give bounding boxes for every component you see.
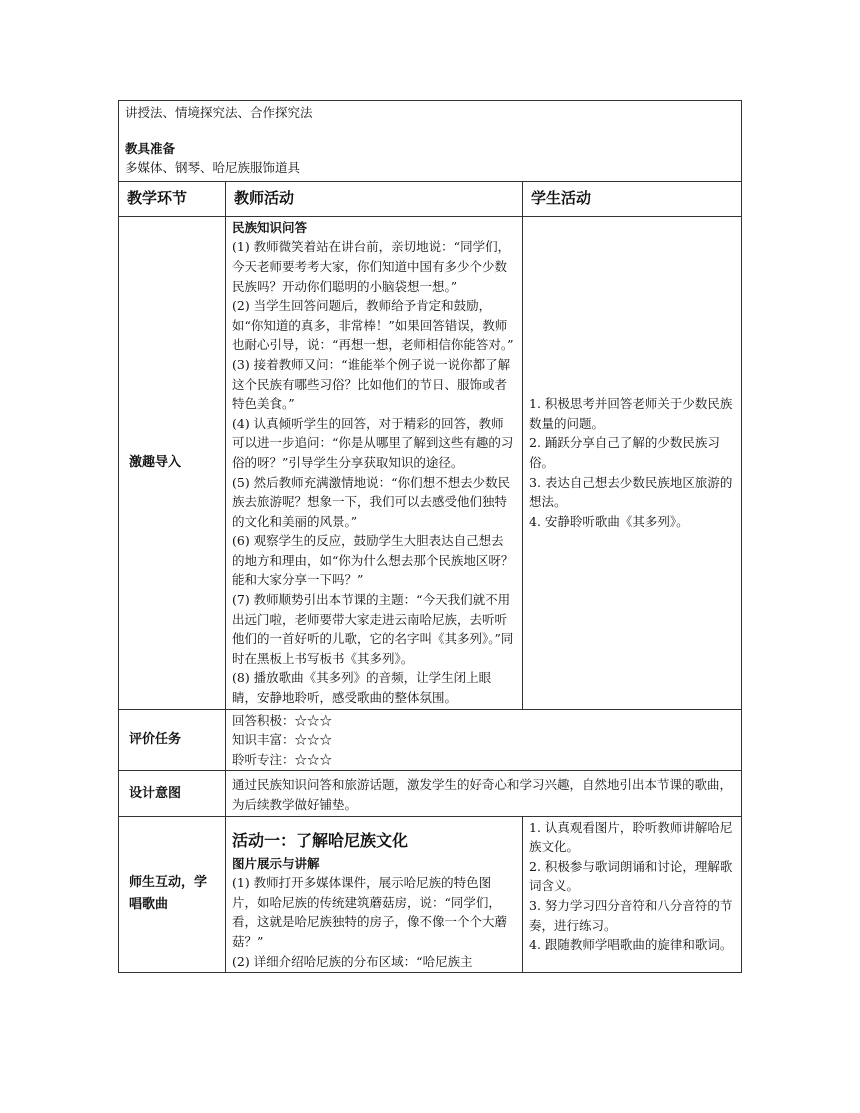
- tools-heading: 教具准备: [125, 140, 176, 156]
- intro-student-item: 3. 表达自己想去少数民族地区旅游的想法。: [529, 474, 733, 510]
- design-text: 通过民族知识问答和旅游话题，激发学生的好奇心和学习兴趣，自然地引出本节课的歌曲，为后续教学做好铺垫。: [232, 777, 733, 812]
- intro-step: (4) 认真倾听学生的回答，对于精彩的回答，教师可以进一步追问：“你是从哪里了解到这些有趣的习俗的呀？”引导学生分享获取知识的途径。: [232, 415, 514, 470]
- intro-student-cell: [523, 216, 742, 709]
- interact-teacher-cell: [226, 816, 523, 973]
- header-row: [119, 181, 742, 216]
- interact-step: (2) 详细介绍哈尼族的分布区域：“哈尼族主: [232, 953, 473, 969]
- header-stage: 教学环节: [119, 181, 226, 216]
- intro-step: (7) 教师顺势引出本节课的主题：“今天我们就不用出远门啦，老师要带大家走进云南哈尼族，去听听他们的一首好听的儿歌，它的名字叫《其多列》。”同时在黑板上书写板书《其多列》。: [232, 592, 514, 666]
- prep-row: [119, 101, 742, 182]
- eval-cell: [226, 709, 742, 771]
- interact-row: [119, 816, 742, 973]
- stage-eval: 评价任务: [119, 709, 226, 771]
- interact-student-item: 3. 努力学习四分音符和八分音符的节奏，进行练习。: [529, 897, 733, 933]
- interact-student-item: 2. 积极参与歌词朗诵和讨论，理解歌词含义。: [529, 858, 733, 894]
- activity-subtitle: 图片展示与讲解: [232, 855, 320, 871]
- intro-step: (5) 然后教师充满激情地说：“你们想不想去少数民族去旅游呢？想象一下，我们可以去感受他们独特的文化和美丽的风景。”: [232, 474, 511, 529]
- teaching-methods: 讲授法、情境探究法、合作探究法: [125, 105, 313, 120]
- design-cell: [226, 771, 742, 816]
- interact-step: (1) 教师打开多媒体课件，展示哈尼族的特色图片，如哈尼族的传统建筑蘑菇房，说：“同学们，看，这就是哈尼族独特的房子，像不像一个个大蘑菇？”: [232, 875, 508, 949]
- tools-list: 多媒体、钢琴、哈尼族服饰道具: [125, 160, 301, 176]
- lesson-table: [118, 100, 742, 973]
- interact-student-item: 1. 认真观看图片，聆听教师讲解哈尼族文化。: [529, 819, 733, 855]
- intro-student-item: 4. 安静聆听歌曲《其多列》。: [529, 513, 689, 529]
- intro-row: [119, 216, 742, 709]
- eval-row: [119, 709, 742, 771]
- intro-step: (3) 接着教师又问：“谁能举个例子说一说你都了解这个民族有哪些习俗？比如他们的节日、服饰或者特色美食。”: [232, 356, 511, 412]
- lesson-plan: [118, 100, 741, 973]
- stage-interact: 师生互动，学唱歌曲: [119, 816, 226, 973]
- intro-student-item: 1. 积极思考并回答老师关于少数民族数量的问题。: [529, 396, 733, 431]
- stage-design: 设计意图: [119, 771, 226, 816]
- eval-line: 聆听专注：☆☆☆: [232, 751, 333, 767]
- intro-step: (1) 教师微笑着站在讲台前，亲切地说：“同学们，今天老师要考考大家，你们知道中国有多少个少数民族吗？开动你们聪明的小脑袋想一想。”: [232, 239, 511, 294]
- eval-line: 知识丰富：☆☆☆: [232, 732, 333, 748]
- intro-step: (8) 播放歌曲《其多列》的音频，让学生闭上眼睛，安静地聆听，感受歌曲的整体氛围。: [232, 670, 492, 706]
- header-teacher: 教师活动: [226, 181, 523, 216]
- eval-line: 回答积极：☆☆☆: [232, 712, 333, 728]
- intro-title: 民族知识问答: [232, 219, 308, 235]
- intro-teacher-cell: [226, 216, 523, 709]
- interact-student-cell: [523, 816, 742, 973]
- intro-student-item: 2. 踊跃分享自己了解的少数民族习俗。: [529, 435, 720, 470]
- prep-cell: [119, 101, 742, 182]
- design-row: [119, 771, 742, 816]
- intro-step: (2) 当学生回答问题后，教师给予肯定和鼓励，如“你知道的真多，非常棒！”如果回答错误，教师也耐心引导，说：“再想一想，老师相信你能答对。”: [232, 298, 514, 353]
- interact-student-item: 4. 跟随教师学唱歌曲的旋律和歌词。: [529, 937, 733, 953]
- stage-intro: 激趣导入: [119, 216, 226, 709]
- activity-title: 活动一：了解哈尼族文化: [232, 830, 409, 850]
- intro-step: (6) 观察学生的反应，鼓励学生大胆表达自己想去的地方和理由，如“你为什么想去那个民族地区呀？能和大家分享一下吗？”: [232, 533, 514, 588]
- header-student: 学生活动: [523, 181, 742, 216]
